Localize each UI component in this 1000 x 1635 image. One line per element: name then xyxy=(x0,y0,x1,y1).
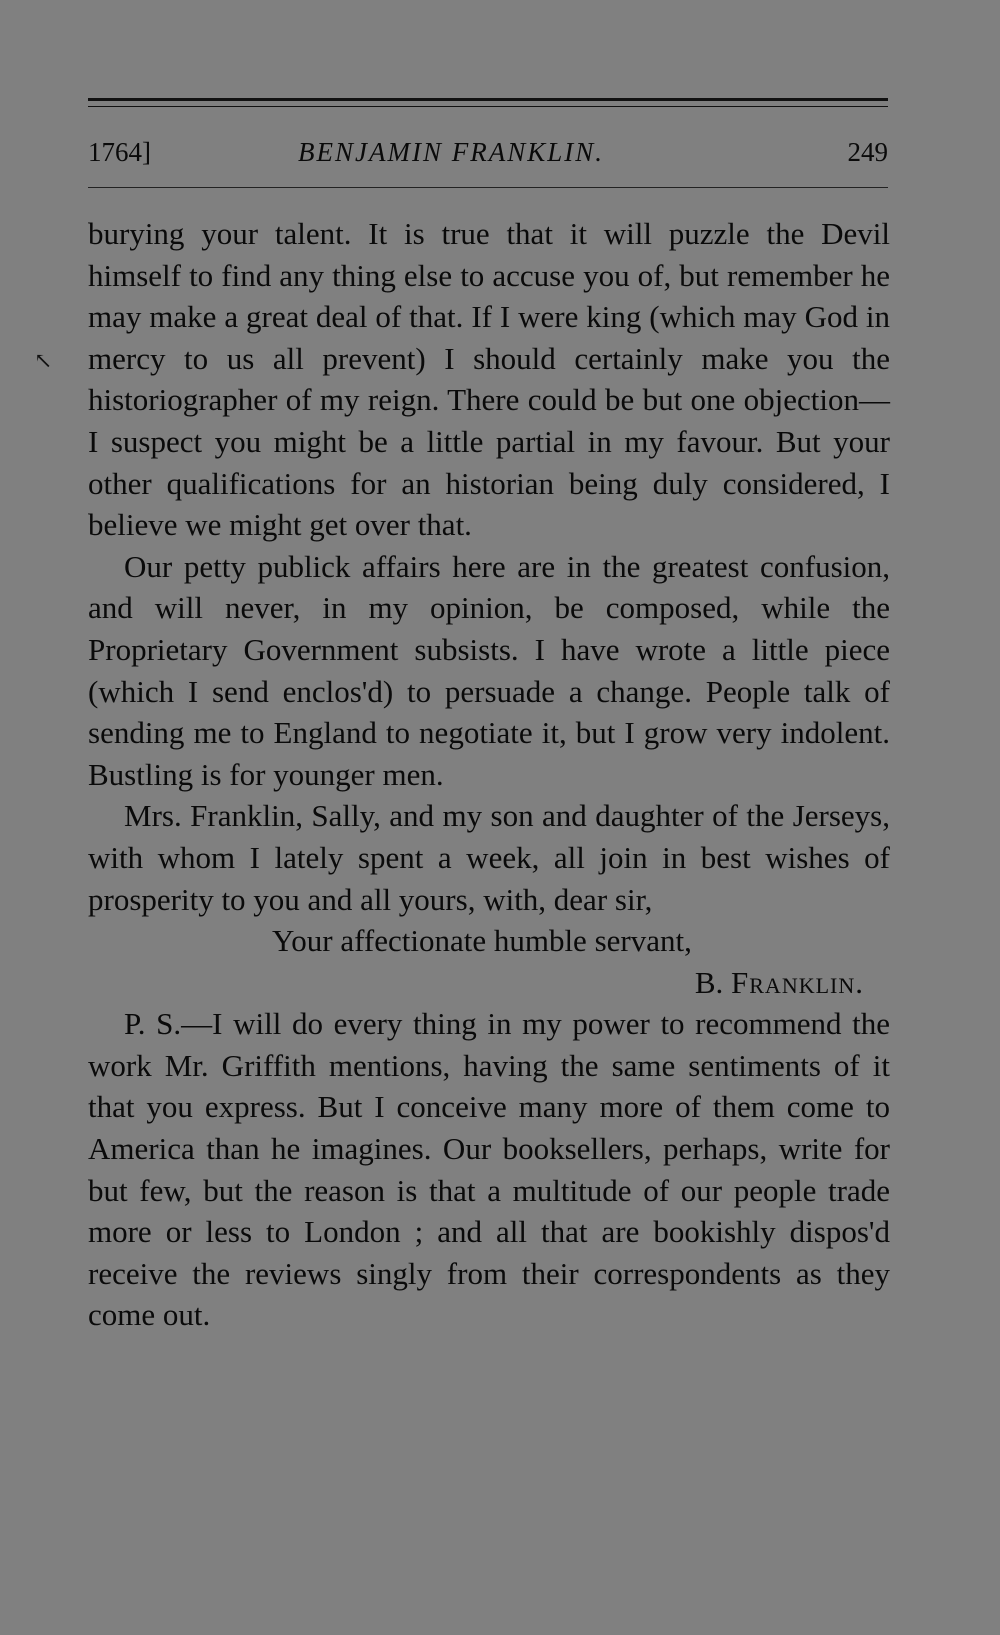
header-rule-thin xyxy=(88,106,888,107)
letter-closing: Your affectionate humble servant, xyxy=(272,923,692,959)
header-rule-thick xyxy=(88,98,888,101)
postscript: P. S.—I will do every thing in my power to recommend the work Mr. Griffith mentions, having the same sentiments of it that you express. But I conceive many more of them come to America than he imagines. Our booksellers, perhaps, write for but few, but the reason is that a multitude of our people trade more or less to London ; and all that are bookishly dispos'd receive the reviews singly from their correspondents as they come out. xyxy=(88,1006,890,1333)
paragraph-1: burying your talent. It is true that it will puzzle the Devil himself to find any thing else to accuse you of, but remember he may make a great deal of that. If I were king (which may God in mercy to us all prevent) I should certainly make you the historiographer of my reign. There could be but one objection—I suspect you might be a little partial in my favour. But your other qualifications for an historian being duly considered, I believe we might get over that. xyxy=(88,216,890,543)
signature-initial: B. xyxy=(694,964,724,1000)
running-header xyxy=(88,132,888,172)
margin-mark-icon: ↖ xyxy=(34,348,53,373)
signature-name: Franklin. xyxy=(731,964,864,1000)
paragraph-2: Our petty publick affairs here are in the greatest confusion, and will never, in my opinion, be composed, while the Proprietary Government subsists. I have wrote a little piece (which I send enclos'd) to persuade a change. People talk of sending me to England to negotiate it, but I grow very indolent. Bustling is for younger men. xyxy=(88,548,890,792)
header-year: 1764] xyxy=(88,137,151,167)
paragraph-3: Mrs. Franklin, Sally, and my son and daughter of the Jerseys, with whom I lately spent a week, all join in best wishes of prosperity to you and all yours, with, dear sir, xyxy=(88,798,890,917)
letter-body xyxy=(88,213,890,1336)
header-title: BENJAMIN FRANKLIN. xyxy=(298,137,604,167)
signature xyxy=(88,962,890,1004)
page-number: 249 xyxy=(847,137,888,167)
header-underline xyxy=(88,187,888,188)
